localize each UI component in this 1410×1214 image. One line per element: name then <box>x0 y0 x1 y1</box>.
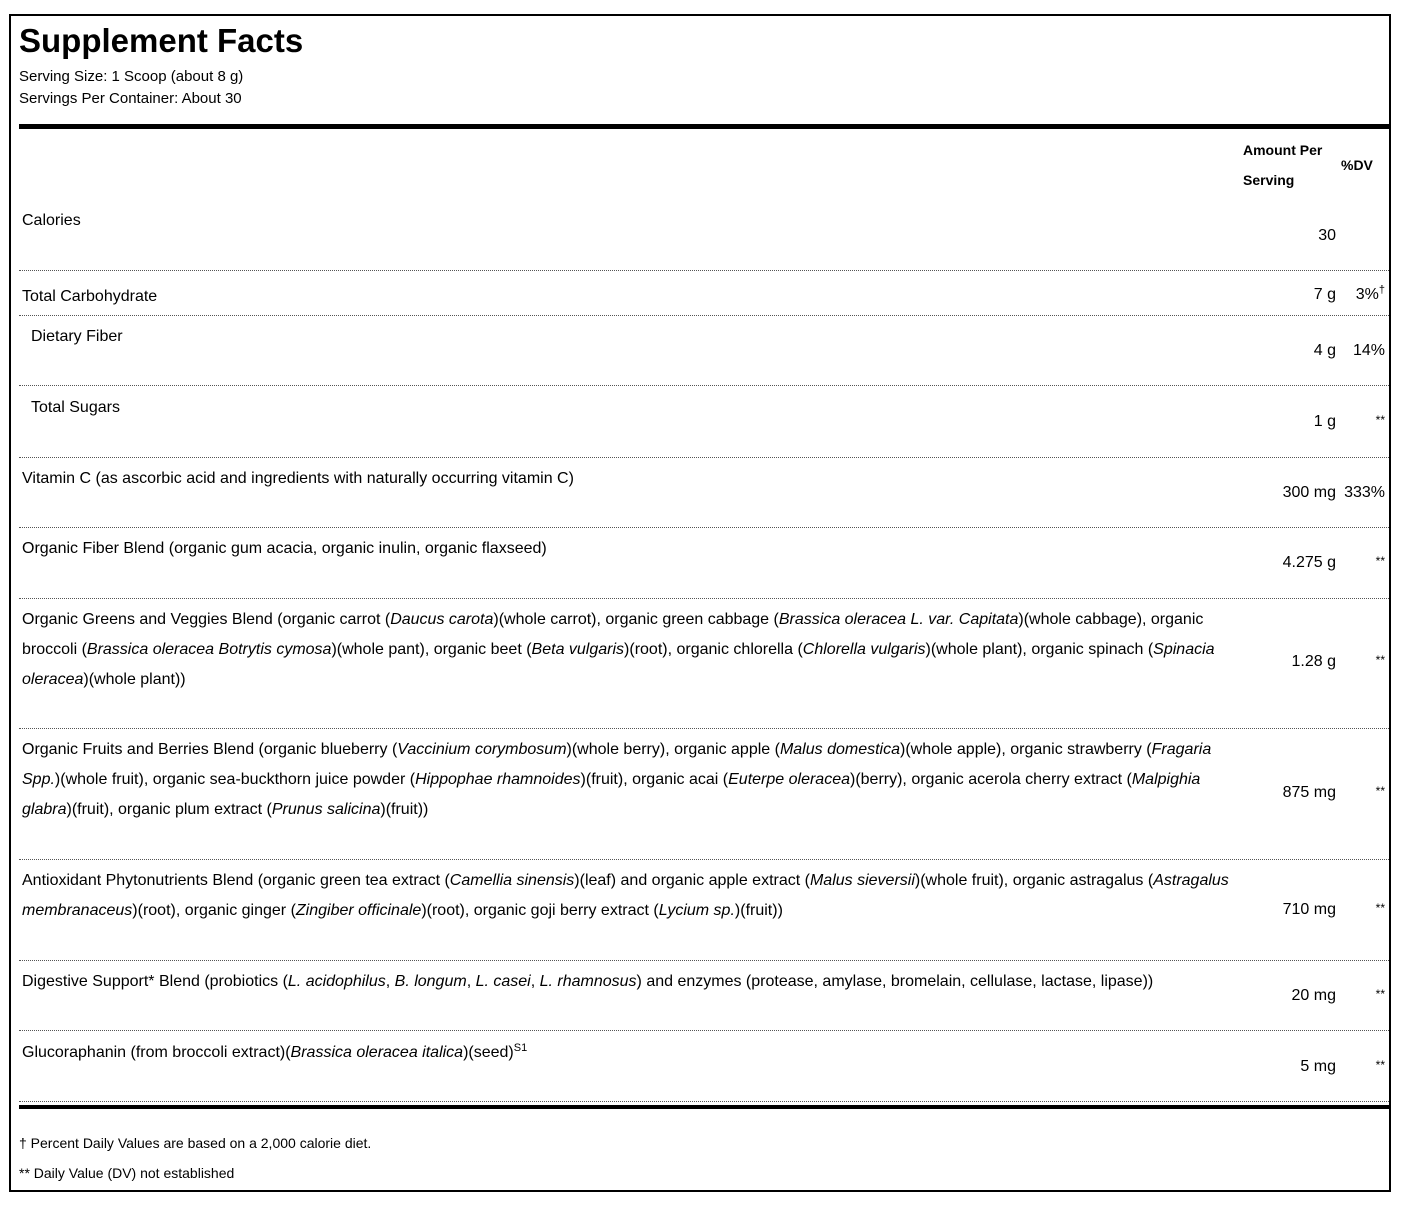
species-name: Lycium sp. <box>658 902 735 919</box>
nutrient-dv: ** <box>1375 901 1385 915</box>
header-amount-line1: Amount Per <box>1243 142 1323 158</box>
nutrient-name <box>22 967 1232 997</box>
dv-value: 3% <box>1355 286 1379 303</box>
nutrient-dv: ** <box>1375 554 1385 568</box>
nutrient-dv: 14% <box>1352 342 1385 359</box>
ingredient-text: )(seed) <box>463 1044 514 1061</box>
nutrient-name <box>22 866 1232 926</box>
species-name: Spinacia oleracea <box>22 641 1215 688</box>
footnote-double-star: ** Daily Value (DV) not established <box>19 1165 235 1181</box>
top-thick-rule <box>19 124 1389 129</box>
ingredient-text: Digestive Support* Blend (probiotics ( <box>22 973 288 990</box>
nutrient-name: Organic Fiber Blend (organic gum acacia, organic inulin, organic flaxseed) <box>22 540 547 557</box>
nutrient-amount: 4.275 g <box>1282 554 1336 571</box>
species-name: B. longum <box>394 973 467 990</box>
ingredient-text: )(whole pant), organic beet ( <box>331 641 532 658</box>
nutrient-dv: ** <box>1375 784 1385 798</box>
nutrient-amount: 1 g <box>1313 413 1336 430</box>
header-amount-line2: Serving <box>1243 172 1295 188</box>
superscript-note: S1 <box>513 1042 528 1054</box>
nutrient-name: Vitamin C (as ascorbic acid and ingredients with naturally occurring vitamin C) <box>22 470 574 487</box>
species-name: Brassica oleracea Botrytis cymosa <box>86 641 332 658</box>
ingredient-text: Organic Greens and Veggies Blend (organic carrot ( <box>22 611 391 628</box>
ingredient-text: , <box>385 973 395 990</box>
nutrient-dv: ** <box>1375 653 1385 667</box>
header-percent-dv: %DV <box>1341 157 1373 173</box>
nutrient-dv: ** <box>1375 987 1385 1001</box>
nutrient-amount: 300 mg <box>1282 484 1336 501</box>
species-name: Brassica oleracea italica <box>290 1044 464 1061</box>
row-divider <box>19 457 1389 458</box>
ingredient-text: )(whole plant)) <box>83 671 186 688</box>
row-divider <box>19 859 1389 860</box>
ingredient-text: Glucoraphanin (from broccoli extract)( <box>22 1044 291 1061</box>
ingredient-text: )(whole cabbage), organic broccoli ( <box>22 611 1204 658</box>
species-name: Prunus salicina <box>271 801 381 818</box>
row-divider <box>19 960 1389 961</box>
row-divider <box>19 385 1389 386</box>
nutrient-name <box>22 605 1232 695</box>
ingredient-text: )(fruit), organic plum extract ( <box>66 801 272 818</box>
ingredient-text: )(berry), organic acerola cherry extract ( <box>849 771 1132 788</box>
bottom-thick-rule <box>19 1105 1389 1109</box>
nutrient-dv: ** <box>1375 1058 1385 1072</box>
nutrient-name: Total Sugars <box>31 399 120 416</box>
ingredient-text: )(fruit)) <box>734 902 783 919</box>
row-divider <box>19 1101 1389 1102</box>
supplement-facts-panel <box>9 14 1391 1192</box>
ingredient-text: )(leaf) and organic apple extract ( <box>574 872 810 889</box>
row-divider <box>19 270 1389 271</box>
nutrient-amount: 1.28 g <box>1291 653 1336 670</box>
ingredient-text: ) and enzymes (protease, amylase, bromelain, cellulase, lactase, lipase)) <box>636 973 1154 990</box>
dagger-mark: † <box>1378 284 1385 296</box>
ingredient-text: )(root), organic ginger ( <box>132 902 296 919</box>
species-name: Vaccinium corymbosum <box>397 741 567 758</box>
species-name: Daucus carota <box>390 611 494 628</box>
ingredient-text: )(whole apple), organic strawberry ( <box>899 741 1152 758</box>
row-divider <box>19 1030 1389 1031</box>
species-name: Malus domestica <box>779 741 900 758</box>
ingredient-text: )(whole plant), organic spinach ( <box>925 641 1154 658</box>
ingredient-text: Antioxidant Phytonutrients Blend (organic green tea extract ( <box>22 872 450 889</box>
row-divider <box>19 598 1389 599</box>
species-name: Beta vulgaris <box>531 641 625 658</box>
nutrient-name: Total Carbohydrate <box>22 288 158 305</box>
ingredient-text: )(root), organic chlorella ( <box>624 641 803 658</box>
species-name: Fragaria Spp. <box>22 741 1212 788</box>
ingredient-text: )(fruit)) <box>380 801 429 818</box>
species-name: Chlorella vulgaris <box>802 641 926 658</box>
ingredient-text: )(root), organic goji berry extract ( <box>421 902 659 919</box>
species-name: Zingiber officinale <box>295 902 422 919</box>
nutrient-dv: 333% <box>1344 484 1385 501</box>
ingredient-text: Organic Fruits and Berries Blend (organic blueberry ( <box>22 741 398 758</box>
ingredient-text: , <box>466 973 476 990</box>
nutrient-amount: 875 mg <box>1282 784 1336 801</box>
nutrient-amount: 7 g <box>1313 286 1336 303</box>
header-amount-per-serving <box>1243 135 1322 195</box>
nutrient-name: Dietary Fiber <box>31 328 123 345</box>
nutrient-name <box>22 1038 1232 1068</box>
nutrient-amount: 710 mg <box>1282 901 1336 918</box>
panel-title: Supplement Facts <box>19 22 304 59</box>
ingredient-text: )(whole fruit), organic sea-buckthorn juice powder ( <box>54 771 416 788</box>
species-name: Malus sieversii <box>809 872 915 889</box>
ingredient-text: , <box>530 973 540 990</box>
nutrient-amount: 4 g <box>1313 342 1336 359</box>
servings-per-container: Servings Per Container: About 30 <box>19 90 242 107</box>
species-name: Malpighia glabra <box>22 771 1201 818</box>
ingredient-text: )(whole carrot), organic green cabbage ( <box>493 611 779 628</box>
footnote-dagger: † Percent Daily Values are based on a 2,000 calorie diet. <box>19 1135 372 1151</box>
nutrient-name <box>22 735 1232 825</box>
species-name: L. rhamnosus <box>539 973 637 990</box>
row-divider <box>19 315 1389 316</box>
ingredient-text: )(whole fruit), organic astragalus ( <box>914 872 1154 889</box>
species-name: Camellia sinensis <box>449 872 575 889</box>
species-name: L. acidophilus <box>287 973 386 990</box>
nutrient-name: Calories <box>22 212 81 229</box>
species-name: L. casei <box>475 973 531 990</box>
nutrient-amount: 30 <box>1318 227 1336 244</box>
ingredient-text: )(whole berry), organic apple ( <box>566 741 780 758</box>
species-name: Astragalus membranaceus <box>22 872 1229 919</box>
species-name: Brassica oleracea L. var. Capitata <box>778 611 1019 628</box>
species-name: Hippophae rhamnoides <box>415 771 581 788</box>
serving-size: Serving Size: 1 Scoop (about 8 g) <box>19 68 244 85</box>
nutrient-dv: ** <box>1375 413 1385 427</box>
species-name: Euterpe oleracea <box>728 771 850 788</box>
row-divider <box>19 728 1389 729</box>
nutrient-amount: 20 mg <box>1291 987 1336 1004</box>
nutrient-dv <box>1337 286 1385 304</box>
row-divider <box>19 527 1389 528</box>
ingredient-text: )(fruit), organic acai ( <box>580 771 729 788</box>
nutrient-amount: 5 mg <box>1300 1058 1336 1075</box>
